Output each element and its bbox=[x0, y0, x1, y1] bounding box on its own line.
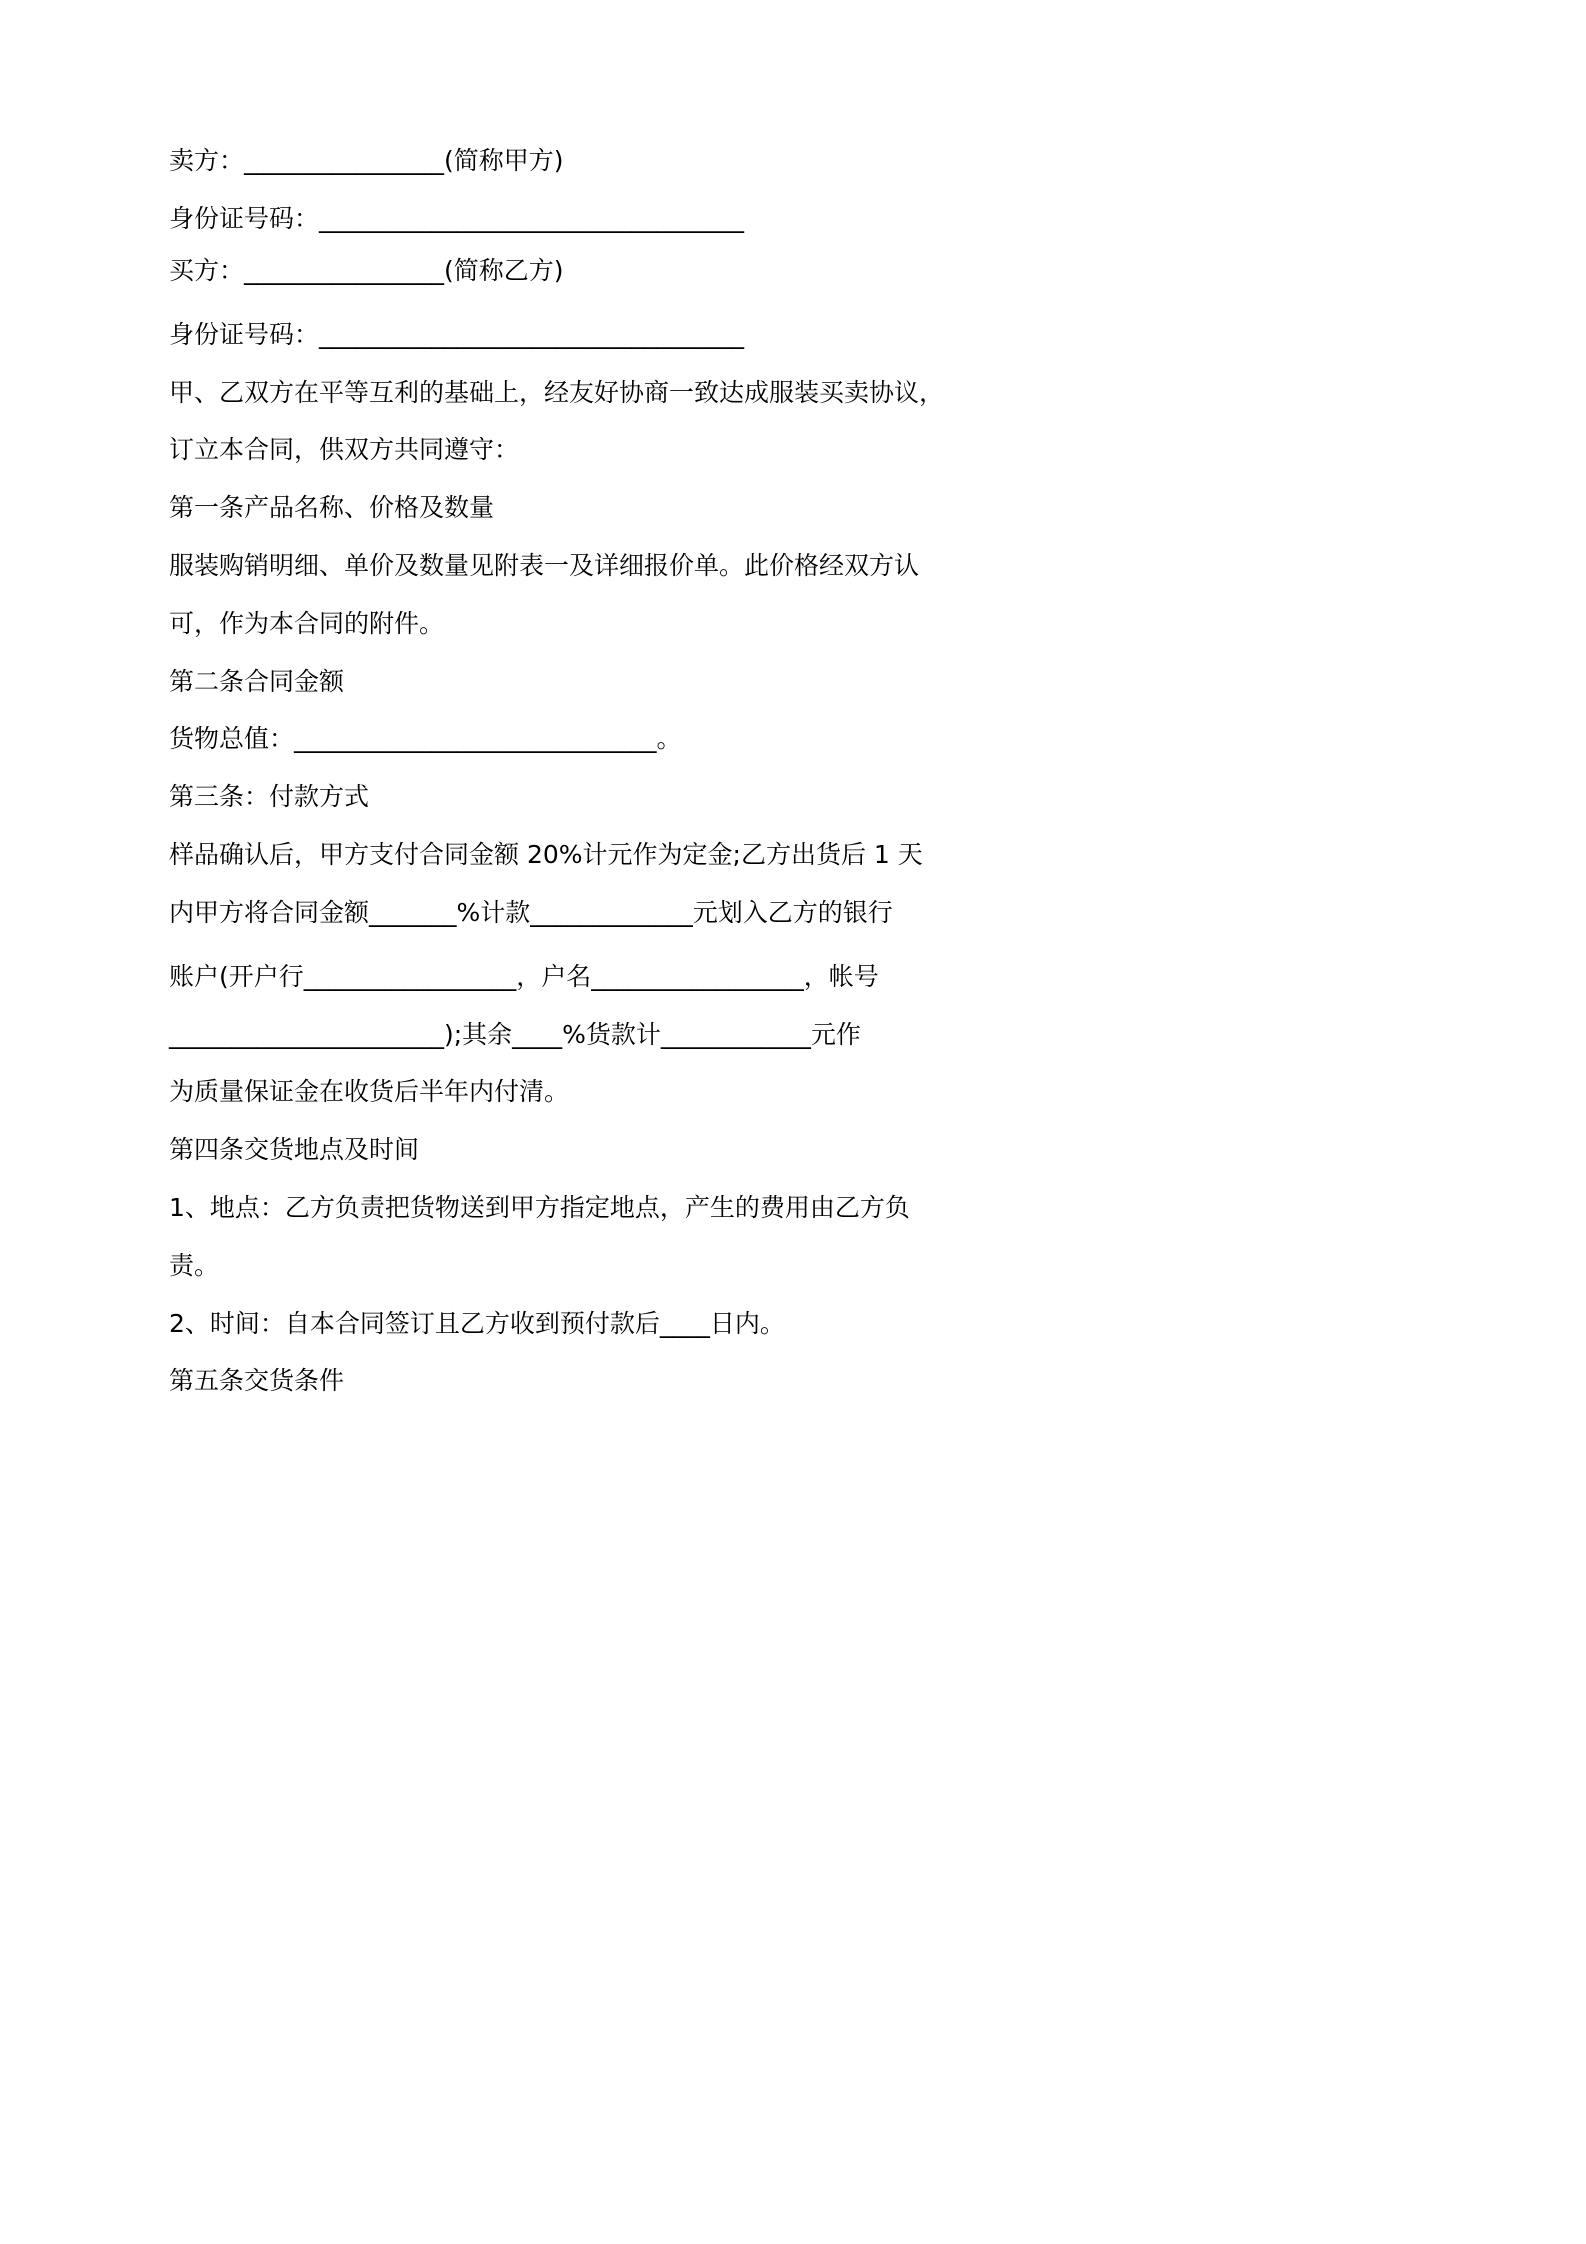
article-3-heading: 第三条：付款方式 bbox=[169, 782, 370, 812]
article-3-text-4: ______________________);其余____%货款计____________元作 bbox=[169, 1019, 861, 1049]
article-2-heading: 第二条合同金额 bbox=[169, 666, 345, 696]
article-1-text-2: 可，作为本合同的附件。 bbox=[169, 608, 445, 638]
article-3-text-5: 为质量保证金在收货后半年内付清。 bbox=[169, 1077, 570, 1107]
buyer-line: 买方：________________(简称乙方) bbox=[169, 255, 564, 285]
article-4-item-1: 1、地点：乙方负责把货物送到甲方指定地点，产生的费用由乙方负 bbox=[169, 1192, 910, 1222]
preamble-line-2: 订立本合同，供双方共同遵守： bbox=[169, 435, 520, 465]
seller-line: 卖方：________________(简称甲方) bbox=[169, 146, 564, 175]
article-3-text-1: 样品确认后，甲方支付合同金额 20%计元作为定金;乙方出货后 1 天 bbox=[169, 839, 923, 869]
buyer-id-line: 身份证号码：__________________________________ bbox=[169, 319, 745, 349]
article-1-text-1: 服装购销明细、单价及数量见附表一及详细报价单。此价格经双方认 bbox=[169, 550, 920, 580]
article-1-heading: 第一条产品名称、价格及数量 bbox=[169, 493, 495, 523]
article-4-item-1-cont: 责。 bbox=[169, 1250, 220, 1280]
document-page bbox=[0, 0, 1100, 1556]
article-5-heading: 第五条交货条件 bbox=[169, 1366, 345, 1396]
article-3-text-2: 内甲方将合同金额_______%计款_____________元划入乙方的银行 bbox=[169, 897, 893, 927]
seller-id-line: 身份证号码：__________________________________ bbox=[169, 203, 745, 233]
article-3-text-3: 账户(开户行_________________，户名_________________，帐号 bbox=[169, 961, 879, 991]
article-4-heading: 第四条交货地点及时间 bbox=[169, 1135, 420, 1165]
article-4-item-2: 2、时间：自本合同签订且乙方收到预付款后____日内。 bbox=[169, 1308, 785, 1338]
article-2-text: 货物总值：_____________________________。 bbox=[169, 724, 682, 754]
preamble-line-1: 甲、乙双方在平等互利的基础上，经友好协商一致达成服装买卖协议， bbox=[169, 377, 945, 407]
